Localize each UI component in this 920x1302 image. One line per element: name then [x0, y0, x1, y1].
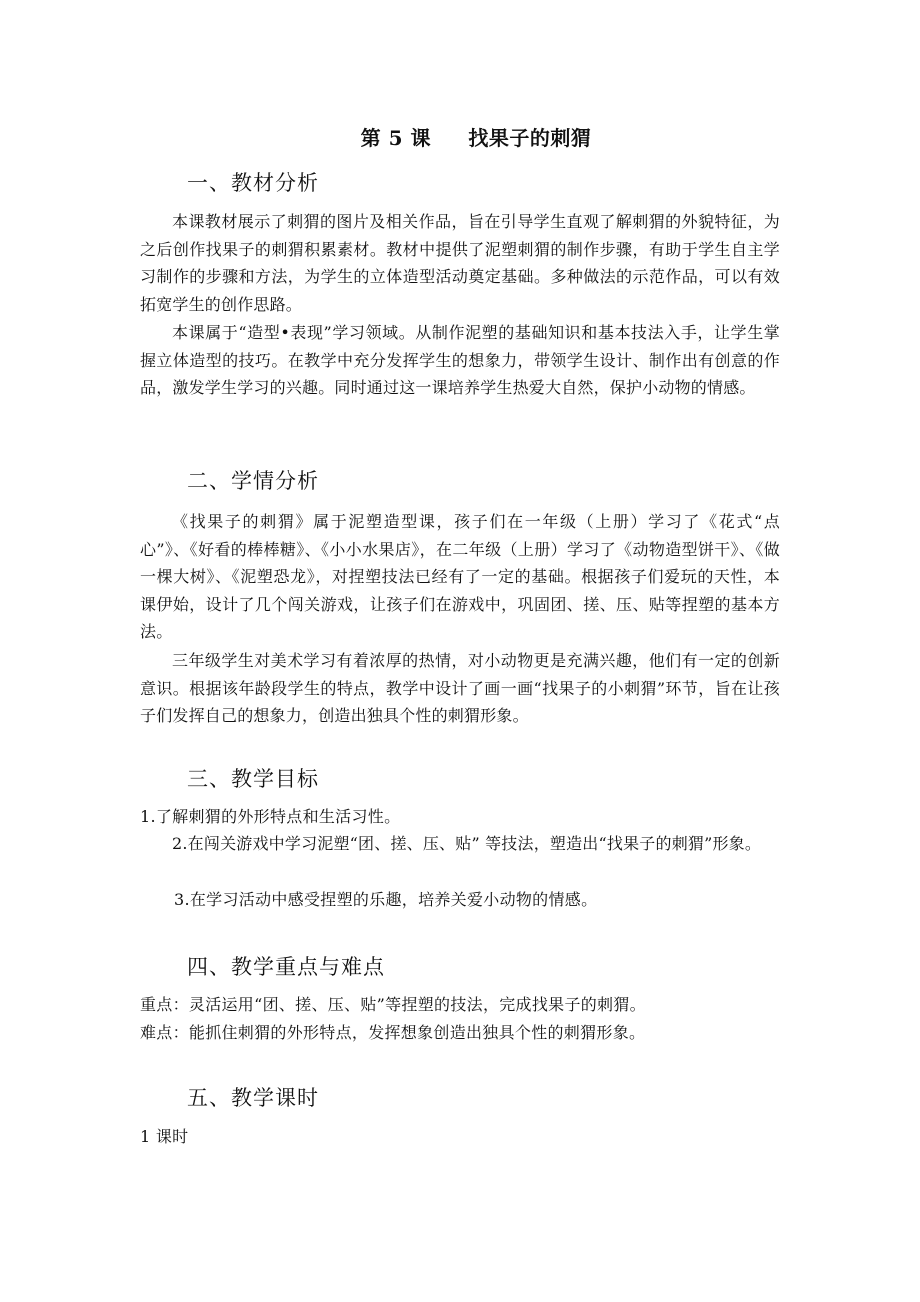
section-heading-key-points: 四、教学重点与难点 [187, 955, 385, 979]
textbook-analysis-paragraph-1: 本课教材展示了刺猬的图片及相关作品，旨在引导学生直观了解刺猬的外貌特征，为之后创作找果子的刺猬积累素材。教材中提供了泥塑刺猬的制作步骤，有助于学生自主学习制作的步骤和方法，为学生的立体造型活动奠定基础。多种做法的示范作品，可以有效拓宽学生的创作思路。 [140, 212, 780, 314]
section-heading-class-hours: 五、教学课时 [187, 1086, 319, 1110]
difficulty-line: 难点：能抓住刺猬的外形特点，发挥想象创造出独具个性的刺猬形象。 [140, 1023, 646, 1042]
section-heading-textbook-analysis: 一、教材分析 [187, 171, 319, 195]
textbook-analysis-paragraph-2: 本课属于“造型•表现”学习领域。从制作泥塑的基础知识和基本技法入手，让学生掌握立体造型的技巧。在教学中充分发挥学生的想象力，带领学生设计、制作出有创意的作品，激发学生学习的兴趣。同时通过这一课培养学生热爱大自然，保护小动物的情感。 [140, 323, 780, 398]
learner-analysis-paragraph-2: 三年级学生对美术学习有着浓厚的热情，对小动物更是充满兴趣，他们有一定的创新意识。根据该年龄段学生的特点，教学中设计了画一画“找果子的小刺猬”环节，旨在让孩子们发挥自己的想象力，创造出独具个性的刺猬形象。 [140, 651, 780, 726]
lesson-title: 第 5 课 找果子的刺猬 [360, 126, 592, 150]
key-point-line: 重点：灵活运用“团、搓、压、贴”等捏塑的技法，完成找果子的刺猬。 [140, 995, 646, 1014]
section-heading-learner-analysis: 二、学情分析 [187, 469, 319, 493]
learner-analysis-paragraph-1: 《找果子的刺猬》属于泥塑造型课，孩子们在一年级（上册）学习了《花式“点心”》、《好看的棒棒糖》、《小小水果店》，在二年级（上册）学习了《动物造型饼干》、《做一棵大树》、《泥塑恐龙》，对捏塑技法已经有了一定的基础。根据孩子们爱玩的天性，本课伊始，设计了几个闯关游戏，让孩子们在游戏中，巩固团、搓、压、贴等捏塑的基本方法。 [140, 512, 780, 642]
teaching-goal-item: 2.在闯关游戏中学习泥塑“团、搓、压、贴” 等技法，塑造出“找果子的刺猬”形象。 [172, 834, 762, 853]
section-heading-teaching-goals: 三、教学目标 [187, 767, 319, 791]
teaching-goal-item: 1.了解刺猬的外形特点和生活习性。 [140, 807, 401, 826]
teaching-goal-item: 3.在学习活动中感受捏塑的乐趣，培养关爱小动物的情感。 [174, 890, 598, 909]
class-hours-value: 1 课时 [140, 1127, 189, 1146]
